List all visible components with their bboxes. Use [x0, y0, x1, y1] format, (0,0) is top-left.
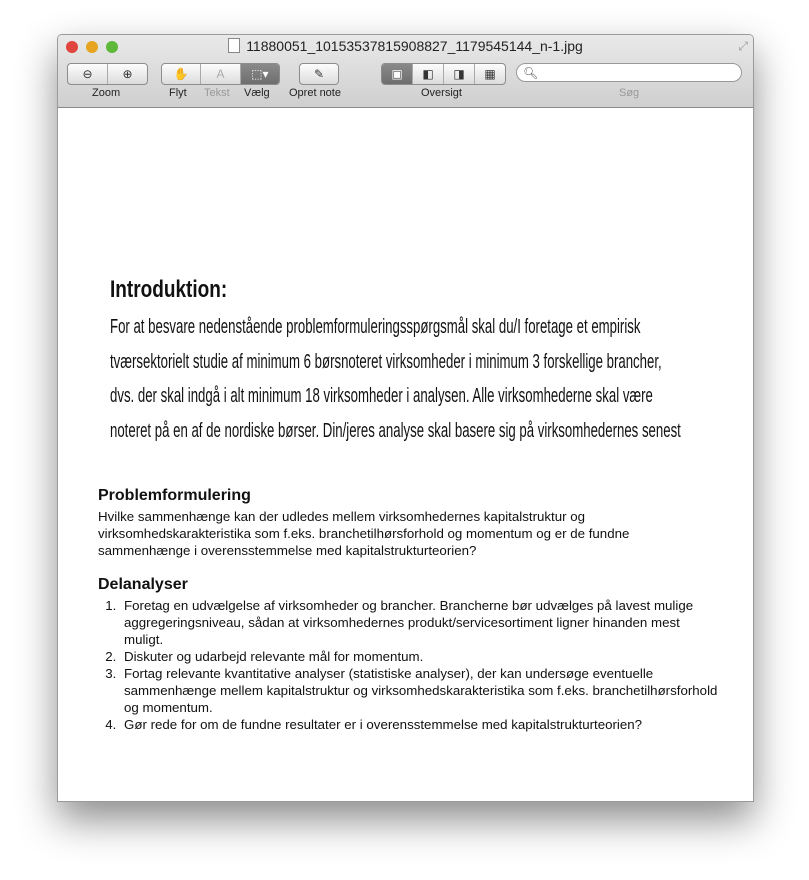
zoom-group: [67, 63, 148, 85]
intro-line: For at besvare nedenstående problemformuleringsspørgsmål skal du/I foretage et empirisk: [110, 316, 641, 338]
delanalyser-list: [98, 597, 718, 733]
search-label: Søg: [619, 87, 640, 99]
intro-heading: Introduktion:: [110, 276, 228, 303]
overview-label: Oversigt: [421, 87, 462, 99]
list-item: 1. Foretag en udvælgelse af virksomheder og brancher. Brancherne bør udvælges på lavest mulige aggregeringsniveau, sådan at virksomhedernes produkt/servicesortiment ligner hinanden mest muligt.: [120, 597, 718, 648]
select-label: Vælg: [244, 87, 270, 99]
list-item: 4. Gør rede for om de fundne resultater er i overensstemmelse med kapitalstrukturteorien?: [120, 716, 718, 733]
intro-line: tværsektorielt studie af minimum 6 børsnoteret virksomheder i minimum 3 forskellige brancher,: [110, 350, 662, 373]
toolbar: [58, 35, 753, 108]
image-canvas: [58, 108, 753, 801]
window-title: [58, 38, 753, 54]
hand-icon[interactable]: ✋: [162, 64, 201, 84]
pencil-icon[interactable]: ✎: [313, 67, 325, 81]
move-label: Flyt: [169, 87, 187, 99]
single-view-icon[interactable]: ▣: [382, 64, 413, 84]
text-tool-icon[interactable]: A: [201, 64, 240, 84]
grid-view-icon[interactable]: ▦: [484, 67, 496, 81]
zoom-out-icon[interactable]: ⊖: [68, 64, 108, 84]
annotate-group: [299, 63, 339, 85]
search-input[interactable]: [516, 63, 742, 82]
problem-heading: Problemformulering: [98, 487, 251, 504]
view-group: [381, 63, 506, 85]
problem-text: Hvilke sammenhænge kan der udledes mellem virksomhedernes kapitalstruktur og virksomhedskarakteristika som f.eks. branchetilhørsforhold og momentum og er de fundne sammenhænge i overensstemmelse med kapitalstrukturteorien?: [98, 509, 630, 558]
note-label: Opret note: [289, 87, 341, 99]
sidebar-view-icon[interactable]: ◧: [413, 64, 444, 84]
list-item: 3. Fortag relevante kvantitative analyser (statistiske analyser), der kan undersøge eventuelle sammenhænge mellem kapitalstruktur og virksomhedskarakteristika som f.eks. branchetilhørsforhold og momentum.: [120, 665, 718, 716]
zoom-in-icon[interactable]: ⊕: [122, 67, 133, 81]
intro-line: noteret på en af de nordiske børser. Din/jeres analyse skal basere sig på virksomhedernes senest: [110, 419, 681, 442]
tool-group: [161, 63, 280, 85]
list-item: 2. Diskuter og udarbejd relevante mål for momentum.: [120, 648, 718, 665]
document-body: [98, 487, 718, 733]
delanalyser-heading: Delanalyser: [98, 576, 188, 593]
title-text: 11880051_10153537815908827_1179545144_n-1.jpg: [246, 38, 583, 54]
intro-line: dvs. der skal indgå i alt minimum 18 virksomheder i analysen. Alle virksomhederne skal være: [110, 385, 653, 407]
fullscreen-icon[interactable]: ⤢: [738, 39, 748, 53]
search-icon: 🔍︎: [523, 66, 539, 80]
intro-section: [110, 276, 754, 448]
thumbnail-view-icon[interactable]: ◨: [444, 64, 475, 84]
zoom-label: Zoom: [92, 87, 121, 99]
document-icon: [228, 38, 240, 53]
select-tool-icon[interactable]: ⬚▾: [241, 64, 279, 84]
preview-window: [57, 34, 754, 802]
text-label: Tekst: [204, 87, 230, 99]
